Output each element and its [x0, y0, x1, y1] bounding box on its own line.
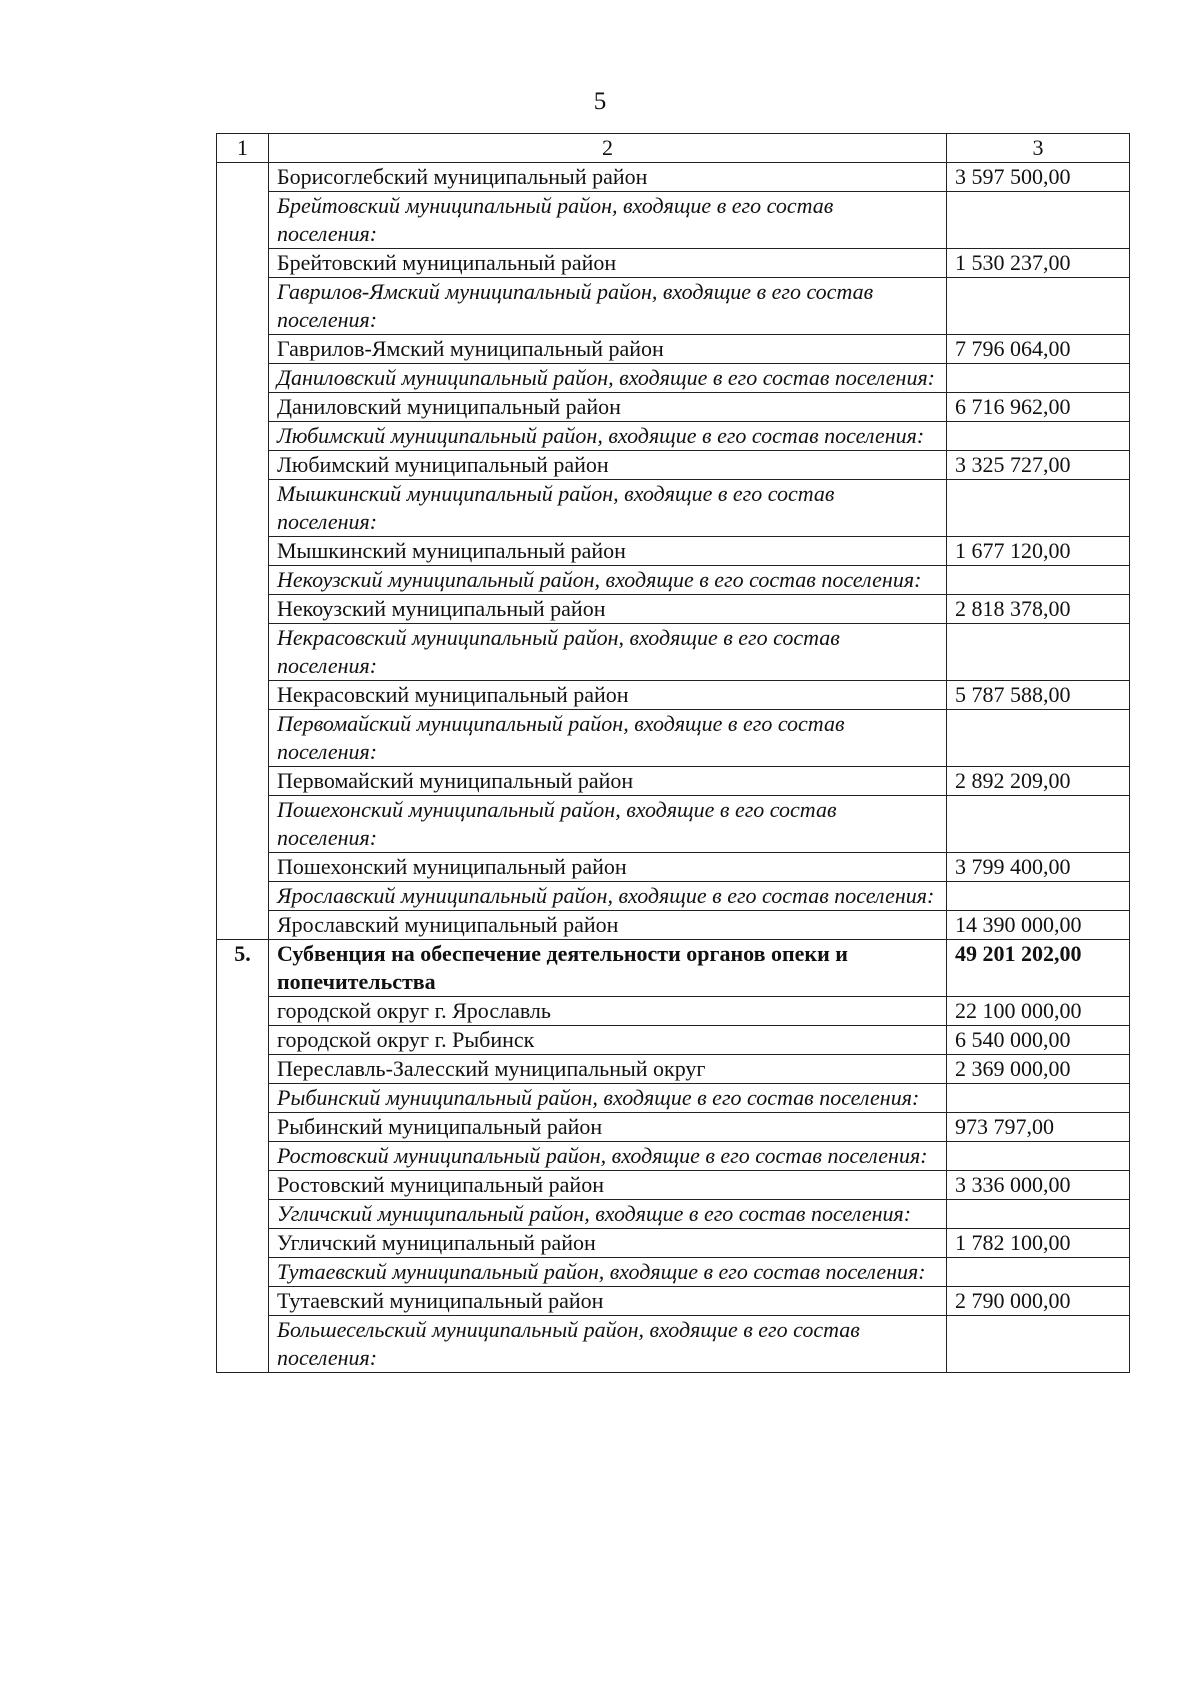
district-amount: 6 716 962,00: [947, 393, 1130, 422]
table-row: [217, 681, 1130, 710]
table-row: [217, 1258, 1130, 1287]
district-amount: 3 597 500,00: [947, 163, 1130, 192]
page-number: 5: [593, 88, 607, 115]
district-group-label: Ростовский муниципальный район, входящие в его состав поселения:: [269, 1142, 947, 1171]
district-amount: 3 799 400,00: [947, 853, 1130, 882]
district-group-label: Рыбинский муниципальный район, входящие в его состав поселения:: [269, 1084, 947, 1113]
table-row: [217, 1055, 1130, 1084]
table-row: [217, 393, 1130, 422]
district-amount: [947, 480, 1130, 537]
district-group-label: Ярославский муниципальный район, входящие в его состав поселения:: [269, 882, 947, 911]
table-row: [217, 1084, 1130, 1113]
district-amount: 2 790 000,00: [947, 1287, 1130, 1316]
district-group-label: Некрасовский муниципальный район, входящие в его состав поселения:: [269, 624, 947, 681]
district-amount: [947, 278, 1130, 335]
district-name: Гаврилов-Ямский муниципальный район: [269, 335, 947, 364]
district-group-label: Тутаевский муниципальный район, входящие в его состав поселения:: [269, 1258, 947, 1287]
table-row: [217, 451, 1130, 480]
district-name: Тутаевский муниципальный район: [269, 1287, 947, 1316]
district-name: городской округ г. Рыбинск: [269, 1026, 947, 1055]
table-row: [217, 566, 1130, 595]
district-group-label: Гаврилов-Ямский муниципальный район, входящие в его состав поселения:: [269, 278, 947, 335]
district-amount: [947, 1142, 1130, 1171]
budget-table: [216, 133, 1130, 1373]
table-row: [217, 422, 1130, 451]
header-col-2: 2: [269, 134, 947, 163]
district-amount: [947, 1316, 1130, 1373]
district-amount: 1 782 100,00: [947, 1229, 1130, 1258]
district-group-label: Даниловский муниципальный район, входящие в его состав поселения:: [269, 364, 947, 393]
district-amount: 3 325 727,00: [947, 451, 1130, 480]
district-name: городской округ г. Ярославль: [269, 997, 947, 1026]
district-amount: [947, 566, 1130, 595]
district-name: Пошехонский муниципальный район: [269, 853, 947, 882]
district-group-label: Брейтовский муниципальный район, входящие в его состав поселения:: [269, 192, 947, 249]
district-amount: [947, 796, 1130, 853]
table-row: [217, 364, 1130, 393]
district-group-label: Угличский муниципальный район, входящие в его состав поселения:: [269, 1200, 947, 1229]
district-amount: 5 787 588,00: [947, 681, 1130, 710]
table-row: [217, 997, 1130, 1026]
district-amount: 1 677 120,00: [947, 537, 1130, 566]
header-col-1: 1: [217, 134, 269, 163]
table-row: [217, 911, 1130, 940]
district-amount: 2 818 378,00: [947, 595, 1130, 624]
district-amount: [947, 364, 1130, 393]
table-row: [217, 796, 1130, 853]
table-header-row: [217, 134, 1130, 163]
table-row: [217, 710, 1130, 767]
district-name: Ярославский муниципальный район: [269, 911, 947, 940]
table-row: [217, 1287, 1130, 1316]
district-group-label: Некоузский муниципальный район, входящие в его состав поселения:: [269, 566, 947, 595]
table-row: [217, 537, 1130, 566]
section-number: 5.: [217, 940, 269, 1373]
section-amount: 49 201 202,00: [947, 940, 1130, 997]
district-name: Некрасовский муниципальный район: [269, 681, 947, 710]
district-amount: 2 369 000,00: [947, 1055, 1130, 1084]
district-name: Брейтовский муниципальный район: [269, 249, 947, 278]
table-row: [217, 595, 1130, 624]
table-row: [217, 1171, 1130, 1200]
district-name: Первомайский муниципальный район: [269, 767, 947, 796]
district-amount: 14 390 000,00: [947, 911, 1130, 940]
district-group-label: Пошехонский муниципальный район, входящие в его состав поселения:: [269, 796, 947, 853]
district-group-label: Первомайский муниципальный район, входящие в его состав поселения:: [269, 710, 947, 767]
district-amount: [947, 882, 1130, 911]
table-row: [217, 1026, 1130, 1055]
table-row: [217, 853, 1130, 882]
section-title: Субвенция на обеспечение деятельности органов опеки и попечительства: [269, 940, 947, 997]
district-name: Угличский муниципальный район: [269, 1229, 947, 1258]
district-name: Переславль-Залесский муниципальный округ: [269, 1055, 947, 1084]
table-row: [217, 192, 1130, 249]
district-group-label: Мышкинский муниципальный район, входящие в его состав поселения:: [269, 480, 947, 537]
table-row: [217, 882, 1130, 911]
district-name: Даниловский муниципальный район: [269, 393, 947, 422]
table-row: [217, 249, 1130, 278]
district-name: Рыбинский муниципальный район: [269, 1113, 947, 1142]
district-amount: [947, 1084, 1130, 1113]
district-group-label: Любимский муниципальный район, входящие в его состав поселения:: [269, 422, 947, 451]
table-row: [217, 1229, 1130, 1258]
district-group-label: Большесельский муниципальный район, входящие в его состав поселения:: [269, 1316, 947, 1373]
district-amount: 2 892 209,00: [947, 767, 1130, 796]
district-amount: 1 530 237,00: [947, 249, 1130, 278]
district-amount: [947, 192, 1130, 249]
table-row: [217, 335, 1130, 364]
table-row: [217, 278, 1130, 335]
district-amount: [947, 710, 1130, 767]
district-amount: 3 336 000,00: [947, 1171, 1130, 1200]
district-name: Некоузский муниципальный район: [269, 595, 947, 624]
section-row: [217, 940, 1130, 997]
table-row: [217, 1142, 1130, 1171]
table-row: [217, 1200, 1130, 1229]
district-amount: 973 797,00: [947, 1113, 1130, 1142]
section-number: [217, 163, 269, 940]
table-row: [217, 767, 1130, 796]
district-amount: [947, 422, 1130, 451]
header-col-3: 3: [947, 134, 1130, 163]
district-amount: [947, 1258, 1130, 1287]
district-name: Мышкинский муниципальный район: [269, 537, 947, 566]
table-row: [217, 1316, 1130, 1373]
table-row: [217, 163, 1130, 192]
district-name: Ростовский муниципальный район: [269, 1171, 947, 1200]
district-name: Любимский муниципальный район: [269, 451, 947, 480]
district-amount: 6 540 000,00: [947, 1026, 1130, 1055]
table-row: [217, 480, 1130, 537]
table-row: [217, 1113, 1130, 1142]
table-row: [217, 624, 1130, 681]
district-name: Борисоглебский муниципальный район: [269, 163, 947, 192]
district-amount: [947, 624, 1130, 681]
district-amount: 7 796 064,00: [947, 335, 1130, 364]
district-amount: [947, 1200, 1130, 1229]
district-amount: 22 100 000,00: [947, 997, 1130, 1026]
